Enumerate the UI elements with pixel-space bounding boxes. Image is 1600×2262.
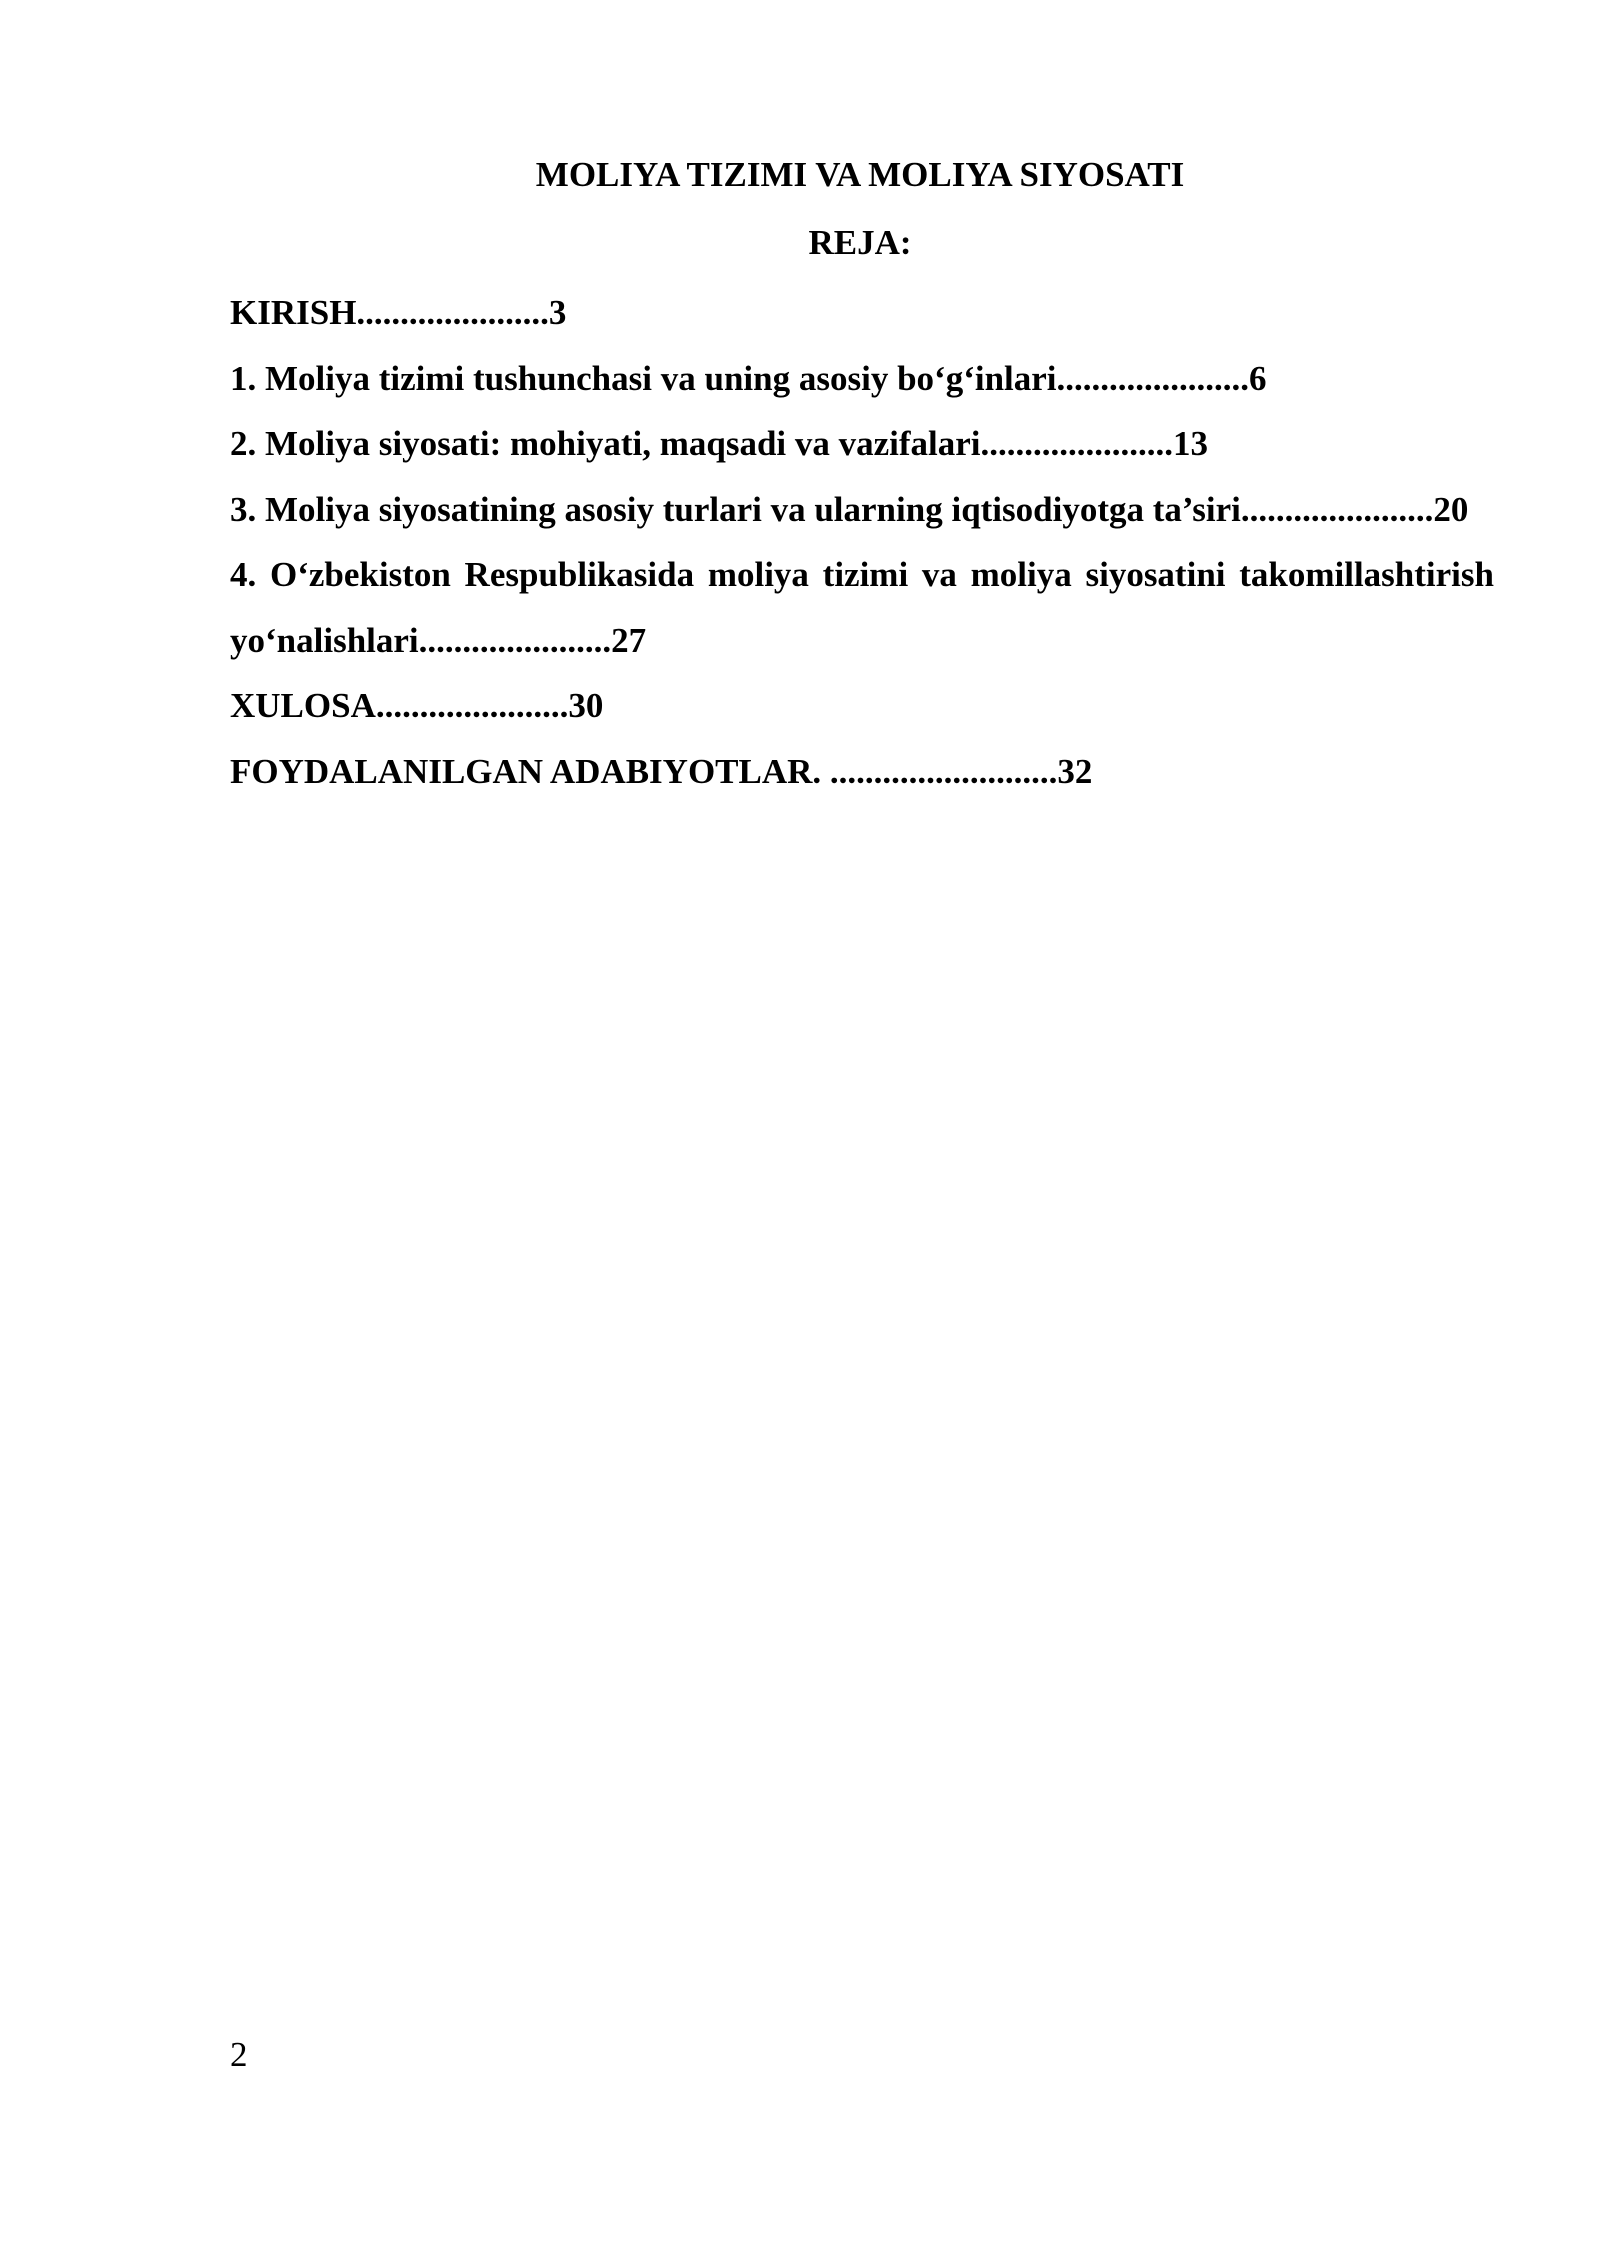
page-number: 2 — [230, 2035, 248, 2074]
plan-heading: REJA: — [808, 223, 912, 262]
table-of-contents — [230, 280, 1494, 804]
toc-item-chapter-4: 4. O‘zbekiston Respublikasida moliya tizimi va moliya siyosatini takomillashtirish yo‘nalishlari......................27 — [230, 555, 1494, 660]
document-title: MOLIYA TIZIMI VA MOLIYA SIYOSATI — [535, 155, 1185, 194]
toc-item-references: FOYDALANILGAN ADABIYOTLAR. ..........................32 — [230, 751, 1093, 791]
toc-item-chapter-3: 3. Moliya siyosatining asosiy turlari va ularning iqtisodiyotga ta’siri......................20 — [230, 489, 1469, 529]
toc-item-introduction: KIRISH......................3 — [230, 293, 567, 332]
toc-item-chapter-1: 1. Moliya tizimi tushunchasi va uning asosiy bo‘g‘inlari......................6 — [230, 358, 1267, 398]
toc-item-conclusion: XULOSA......................30 — [230, 686, 604, 725]
toc-item-chapter-2: 2. Moliya siyosati: mohiyati, maqsadi va vazifalari......................13 — [230, 424, 1209, 463]
